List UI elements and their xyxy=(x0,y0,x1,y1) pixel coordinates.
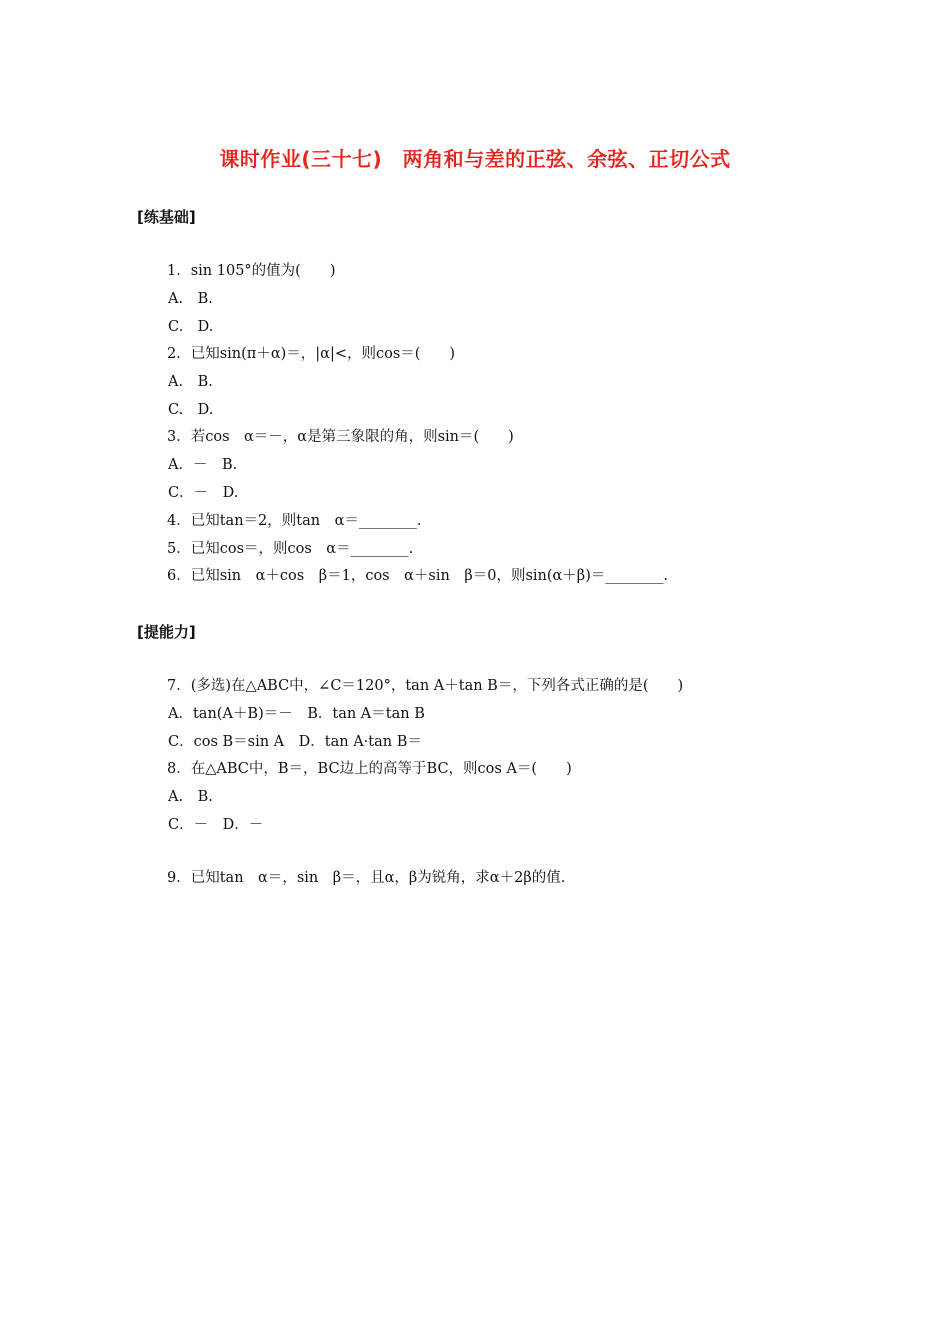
question-5: 5．已知cos＝，则cos α＝________. xyxy=(167,541,414,557)
question-1: 1．sin 105°的值为( ) xyxy=(167,263,336,279)
question-3-options-cd: C．－ D. xyxy=(168,485,239,501)
question-2: 2．已知sin(π＋α)＝，|α|<，则cos＝( ) xyxy=(167,346,456,362)
section-heading-basic: [练基础] xyxy=(137,208,196,226)
question-1-options-ab: A. B. xyxy=(168,291,213,307)
question-8-options-ab: A. B. xyxy=(168,789,213,805)
question-7-options-cd: C．cos B＝sin A D．tan A·tan B＝ xyxy=(168,734,422,750)
question-4: 4．已知tan＝2，则tan α＝________. xyxy=(167,513,422,529)
question-1-options-cd: C. D. xyxy=(168,319,214,335)
section-heading-advanced: [提能力] xyxy=(137,623,196,641)
question-2-options-ab: A. B. xyxy=(168,374,213,390)
question-7-options-ab: A．tan(A＋B)＝－ B．tan A＝tan B xyxy=(168,706,425,722)
question-6: 6．已知sin α＋cos β＝1，cos α＋sin β＝0，则sin(α＋β)＝________. xyxy=(167,568,668,584)
question-3-options-ab: A．－ B. xyxy=(168,457,238,473)
question-2-options-cd: C. D. xyxy=(168,402,214,418)
question-9: 9．已知tan α＝，sin β＝，且α，β为锐角，求α＋2β的值. xyxy=(167,870,566,886)
question-3: 3．若cos α＝－，α是第三象限的角，则sin＝( ) xyxy=(167,429,514,445)
page-title: 课时作业(三十七) 两角和与差的正弦、余弦、正切公式 xyxy=(219,147,731,171)
question-7: 7．(多选)在△ABC中，∠C＝120°，tan A＋tan B＝，下列各式正确的是( ) xyxy=(167,678,684,694)
question-8: 8．在△ABC中，B＝，BC边上的高等于BC，则cos A＝( ) xyxy=(167,761,572,777)
question-8-options-cd: C．－ D．－ xyxy=(168,817,264,833)
